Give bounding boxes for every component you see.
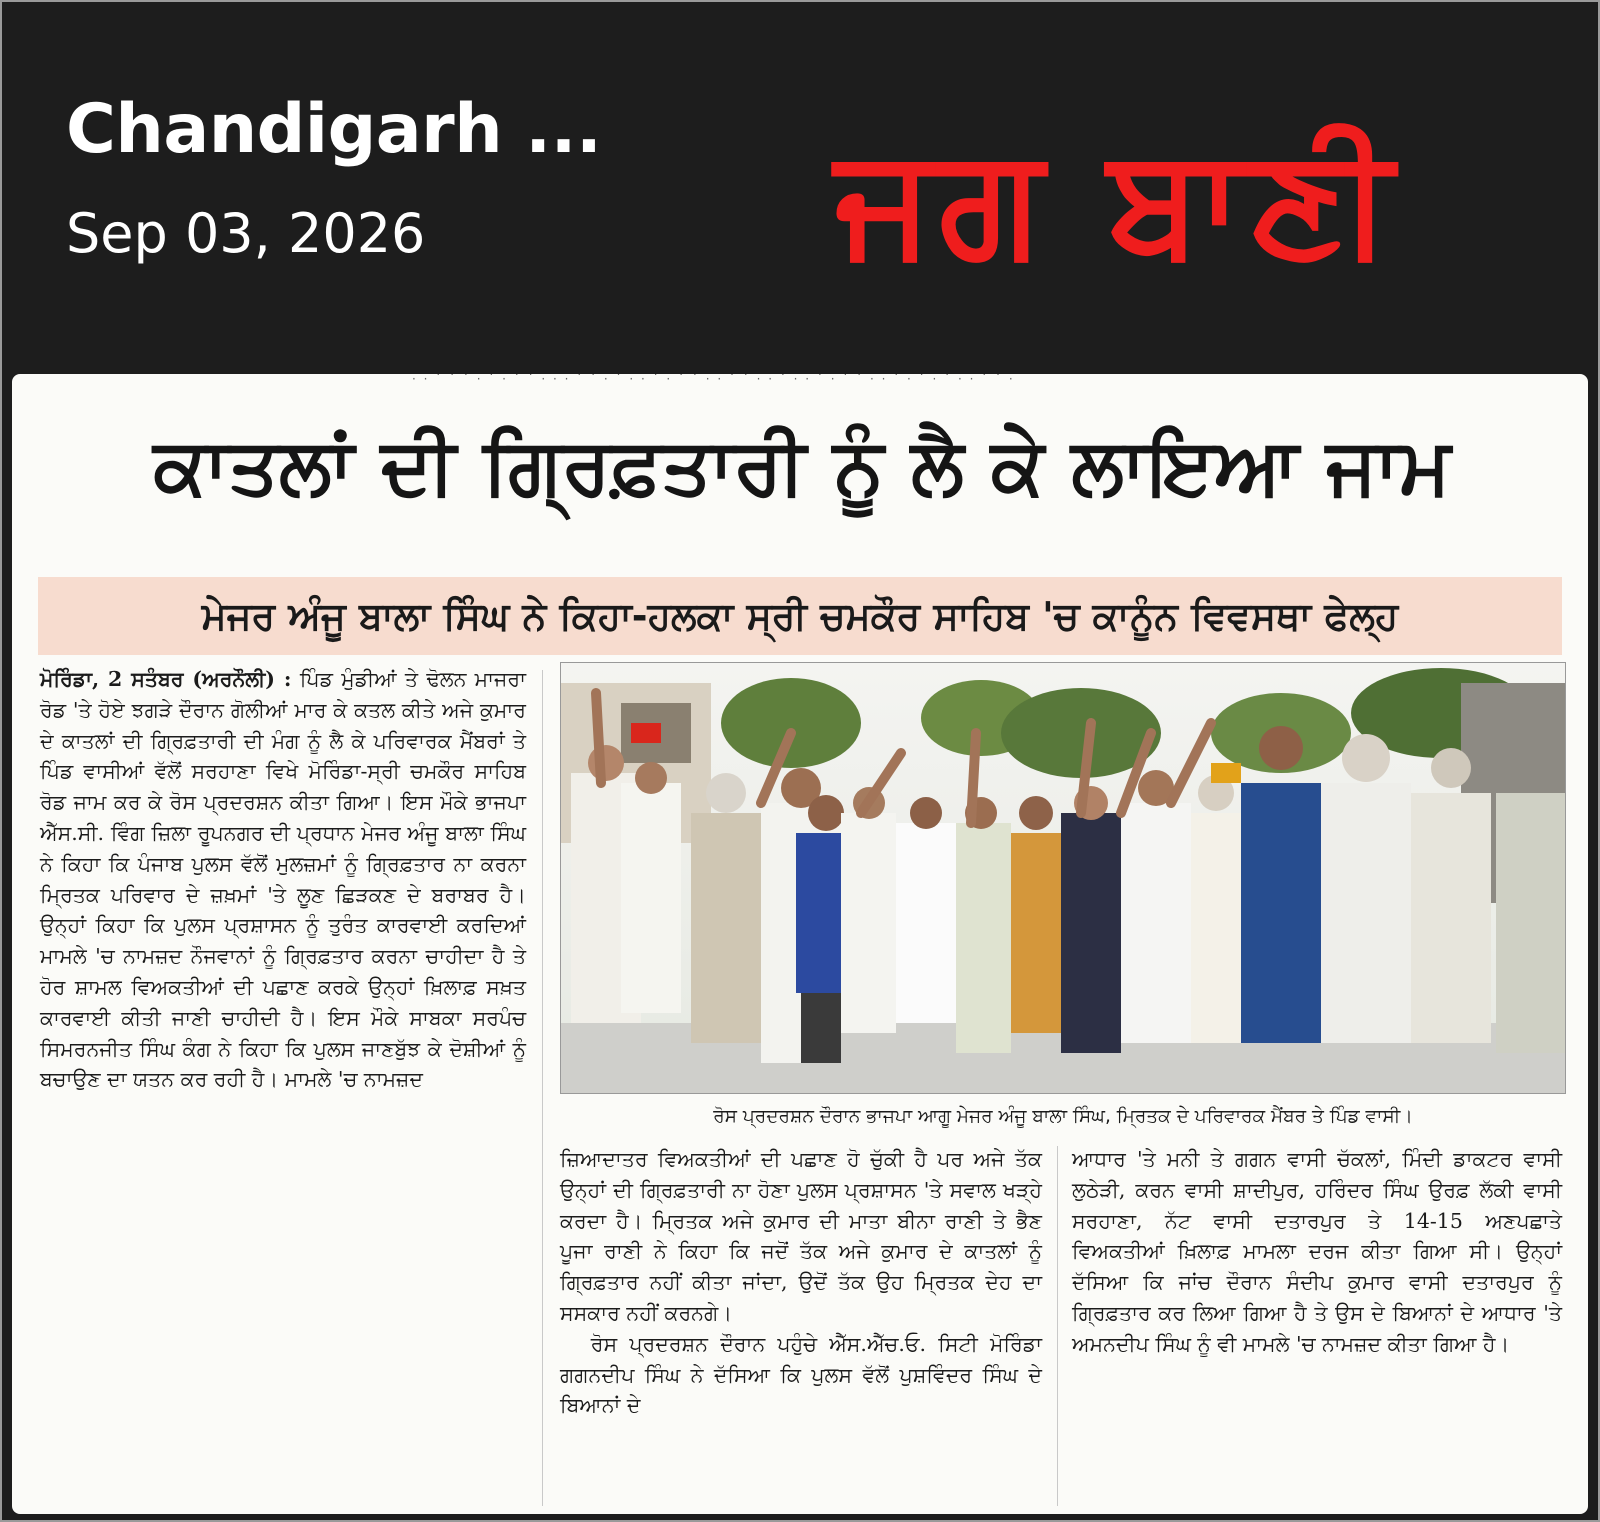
photo-caption: ਰੋਸ ਪ੍ਰਦਰਸ਼ਨ ਦੌਰਾਨ ਭਾਜਪਾ ਆਗੂ ਮੇਜਰ ਅੰਜੂ ਬਾਲਾ ਸਿੰਘ, ਮ੍ਰਿਤਕ ਦੇ ਪਰਿਵਾਰਕ ਮੈਂਬਰ ਤੇ ਪਿੰਡ ਵਾਸੀ। [713, 1106, 1413, 1127]
edition-date: Sep 03, 2026 [66, 202, 426, 265]
article-headline: ਕਾਤਲਾਂ ਦੀ ਗ੍ਰਿਫ਼ਤਾਰੀ ਨੂੰ ਲੈ ਕੇ ਲਾਇਆ ਜਾਮ [153, 422, 1451, 512]
article-subheadline-band [38, 577, 1562, 655]
news-clipping [12, 374, 1588, 1514]
article-subheadline: ਮੇਜਰ ਅੰਜੂ ਬਾਲਾ ਸਿੰਘ ਨੇ ਕਿਹਾ-ਹਲਕਾ ਸ੍ਰੀ ਚਮਕੌਰ ਸਾਹਿਬ 'ਚ ਕਾਨੂੰਨ ਵਿਵਸਥਾ ਫੇਲ੍ਹ [201, 594, 1399, 638]
article-column-3 [1072, 1144, 1562, 1514]
protest-photo [560, 662, 1566, 1094]
clipping-header [2, 2, 1598, 360]
column-2-paragraph-2: ਰੋਸ ਪ੍ਰਦਰਸ਼ਨ ਦੌਰਾਨ ਪਹੁੰਚੇ ਐੱਸ.ਐੱਚ.ਓ. ਸਿਟੀ ਮੋਰਿੰਡਾ ਗਗਨਦੀਪ ਸਿੰਘ ਨੇ ਦੱਸਿਆ ਕਿ ਪੁਲਸ ਵੱਲੋਂ ਪੁਸ਼ਵਿੰਦਰ ਸਿੰਘ ਦੇ ਬਿਆਨਾਂ ਦੇ [560, 1331, 1042, 1418]
column-divider [1057, 1146, 1058, 1506]
column-2-paragraph-1: ਜ਼ਿਆਦਾਤਰ ਵਿਅਕਤੀਆਂ ਦੀ ਪਛਾਣ ਹੋ ਚੁੱਕੀ ਹੈ ਪਰ ਅਜੇ ਤੱਕ ਉਨ੍ਹਾਂ ਦੀ ਗ੍ਰਿਫ਼ਤਾਰੀ ਨਾ ਹੋਣਾ ਪੁਲਸ ਪ੍ਰਸ਼ਾਸਨ 'ਤੇ ਸਵਾਲ ਖੜ੍ਹੇ ਕਰਦਾ ਹੈ। ਮ੍ਰਿਤਕ ਅਜੇ ਕੁਮਾਰ ਦੀ ਮਾਤਾ ਬੀਨਾ ਰਾਣੀ ਤੇ ਭੈਣ ਪੂਜਾ ਰਾਣੀ ਨੇ ਕਿਹਾ ਕਿ ਜਦੋਂ ਤੱਕ ਅਜੇ ਕੁਮਾਰ ਦੇ ਕਾਤਲਾਂ ਨੂੰ ਗ੍ਰਿਫ਼ਤਾਰ ਨਹੀਂ ਕੀਤਾ ਜਾਂਦਾ, ਉਦੋਂ ਤੱਕ ਉਹ ਮ੍ਰਿਤਕ ਦੇਹ ਦਾ ਸਸਕਾਰ ਨਹੀਂ ਕਰਨਗੇ। [560, 1147, 1042, 1325]
protest-photo-image [561, 663, 1565, 1093]
column-1-text: ਪਿੰਡ ਮੁੰਡੀਆਂ ਤੇ ਢੋਲਨ ਮਾਜਰਾ ਰੋਡ 'ਤੇ ਹੋਏ ਝਗੜੇ ਦੌਰਾਨ ਗੋਲੀਆਂ ਮਾਰ ਕੇ ਕਤਲ ਕੀਤੇ ਅਜੇ ਕੁਮਾਰ ਦੇ ਕਾਤਲਾਂ ਦੀ ਗ੍ਰਿਫ਼ਤਾਰੀ ਦੀ ਮੰਗ ਨੂੰ ਲੈ ਕੇ ਪਰਿਵਾਰਕ ਮੈਂਬਰਾਂ ਤੇ ਪਿੰਡ ਵਾਸੀਆਂ ਵੱਲੋਂ ਸਰਹਾਣਾ ਵਿਖੇ ਮੋਰਿੰਡਾ-ਸ੍ਰੀ ਚਮਕੌਰ ਸਾਹਿਬ ਰੋਡ ਜਾਮ ਕਰ ਕੇ ਰੋਸ ਪ੍ਰਦਰਸ਼ਨ ਕੀਤਾ ਗਿਆ। ਇਸ ਮੌਕੇ ਭਾਜਪਾ ਐੱਸ.ਸੀ. ਵਿੰਗ ਜ਼ਿਲਾ ਰੂਪਨਗਰ ਦੀ ਪ੍ਰਧਾਨ ਮੇਜਰ ਅੰਜੂ ਬਾਲਾ ਸਿੰਘ ਨੇ ਕਿਹਾ ਕਿ ਪੰਜਾਬ ਪੁਲਸ ਵੱਲੋਂ ਮੁਲਜ਼ਮਾਂ ਨੂੰ ਗ੍ਰਿਫ਼ਤਾਰ ਨਾ ਕਰਨਾ ਮ੍ਰਿਤਕ ਪਰਿਵਾਰ ਦੇ ਜ਼ਖ਼ਮਾਂ 'ਤੇ ਲੂਣ ਛਿੜਕਣ ਦੇ ਬਰਾਬਰ ਹੈ। ਉਨ੍ਹਾਂ ਕਿਹਾ ਕਿ ਪੁਲਸ ਪ੍ਰਸ਼ਾਸਨ ਨੂੰ ਤੁਰੰਤ ਕਾਰਵਾਈ ਕਰਦਿਆਂ ਮਾਮਲੇ 'ਚ ਨਾਮਜ਼ਦ ਨੌਜਵਾਨਾਂ ਨੂੰ ਗ੍ਰਿਫ਼ਤਾਰ ਕਰਨਾ ਚਾਹੀਦਾ ਹੈ ਤੇ ਹੋਰ ਸ਼ਾਮਲ ਵਿਅਕਤੀਆਂ ਦੀ ਪਛਾਣ ਕਰਕੇ ਉਨ੍ਹਾਂ ਖ਼ਿਲਾਫ਼ ਸਖ਼ਤ ਕਾਰਵਾਈ ਕੀਤੀ ਜਾਣੀ ਚਾਹੀਦੀ ਹੈ। ਇਸ ਮੌਕੇ ਸਾਬਕਾ ਸਰਪੰਚ ਸਿਮਰਨਜੀਤ ਸਿੰਘ ਕੰਗ ਨੇ ਕਿਹਾ ਕਿ ਪੁਲਸ ਜਾਣਬੁੱਝ ਕੇ ਦੋਸ਼ੀਆਂ ਨੂੰ ਬਚਾਉਣ ਦਾ ਯਤਨ ਕਰ ਰਹੀ ਹੈ। ਮਾਮਲੇ 'ਚ ਨਾਮਜ਼ਦ [40, 667, 526, 1092]
newspaper-masthead-logo: ਜਗ ਬਾਣੀ [835, 115, 1399, 289]
article-column-1 [40, 664, 526, 1504]
article-column-2 [560, 1144, 1042, 1514]
column-divider [542, 670, 543, 1506]
edition-title: Chandigarh ... [66, 90, 602, 169]
column-3-text: ਆਧਾਰ 'ਤੇ ਮਨੀ ਤੇ ਗਗਨ ਵਾਸੀ ਚੱਕਲਾਂ, ਮਿੰਦੀ ਡਾਕਟਰ ਵਾਸੀ ਲੁਠੇੜੀ, ਕਰਨ ਵਾਸੀ ਸ਼ਾਦੀਪੁਰ, ਹਰਿੰਦਰ ਸਿੰਘ ਉਰਫ਼ ਲੱਕੀ ਵਾਸੀ ਸਰਹਾਣਾ, ਨੱਟ ਵਾਸੀ ਦਤਾਰਪੁਰ ਤੇ 14-15 ਅਣਪਛਾਤੇ ਵਿਅਕਤੀਆਂ ਖ਼ਿਲਾਫ਼ ਮਾਮਲਾ ਦਰਜ ਕੀਤਾ ਗਿਆ ਸੀ। ਉਨ੍ਹਾਂ ਦੱਸਿਆ ਕਿ ਜਾਂਚ ਦੌਰਾਨ ਸੰਦੀਪ ਕੁਮਾਰ ਵਾਸੀ ਦਤਾਰਪੁਰ ਨੂੰ ਗ੍ਰਿਫ਼ਤਾਰ ਕਰ ਲਿਆ ਗਿਆ ਹੈ ਤੇ ਉਸ ਦੇ ਬਿਆਨਾਂ ਦੇ ਆਧਾਰ 'ਤੇ ਅਮਨਦੀਪ ਸਿੰਘ ਨੂੰ ਵੀ ਮਾਮਲੇ 'ਚ ਨਾਮਜ਼ਦ ਕੀਤਾ ਗਿਆ ਹੈ। [1072, 1147, 1562, 1356]
dateline: ਮੋਰਿੰਡਾ, 2 ਸਤੰਬਰ (ਅਰਨੌਲੀ) : [40, 667, 292, 691]
cut-off-text-line: · · ˙ ˙ ˙ · ˙ · ˙ ˙ · · · ˙ ˙ · ˙ · · ˙ · ˙ ˙ · · ˙ ˙ · · ˙ · · ˙ · ˙ ˙ · · ˙ · ˙ · ˙ · · ˙ ˙ · [412, 374, 1015, 384]
